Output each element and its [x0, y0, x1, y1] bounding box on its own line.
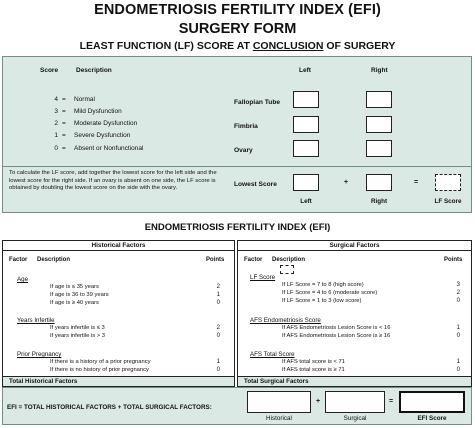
lf-score-reference-box [280, 265, 294, 274]
lowest-score-label: Lowest Score [234, 181, 277, 188]
points-value: 0 [456, 333, 460, 339]
fimbria-left-input[interactable] [293, 116, 319, 133]
surgical-total-input[interactable] [325, 391, 385, 413]
lf-heading-conclusion: CONCLUSION [252, 40, 324, 52]
score-column-header: Score [40, 67, 59, 74]
right-footer: Right [370, 198, 388, 205]
description-column-header: Description [37, 257, 71, 263]
fallopian-tube-label: Fallopian Tube [234, 99, 281, 106]
right-column-header: Right [371, 67, 388, 74]
years-infertile-section-title: Years Infertile [17, 317, 55, 324]
lowest-score-left-input[interactable] [293, 174, 319, 191]
ovary-right-input[interactable] [366, 140, 392, 157]
list-item: If LF Score = 4 to 6 (moderate score) [282, 290, 378, 296]
prior-pregnancy-section-title: Prior Pregnancy [17, 351, 62, 358]
equals-sign: = [389, 398, 394, 405]
lf-heading-post: OF SURGERY [323, 40, 396, 52]
form-subtitle: SURGERY FORM [178, 21, 297, 37]
plus-sign: + [344, 179, 349, 186]
scale-equals: = [62, 132, 66, 139]
fimbria-right-input[interactable] [366, 116, 392, 133]
list-item: If age is ≥ 40 years [50, 300, 99, 306]
total-historical-factors: Total Historical Factors [3, 376, 234, 386]
scale-equals: = [62, 108, 66, 115]
lf-score-footer: LF Score [434, 198, 462, 205]
lf-instructions: To calculate the LF score, add together the lowest score for the left side and the lowest score for the right side. If an ovary is absent on one side, the LF score is obtained by doubling the lowest score on the side with the ovary. [9, 170, 217, 192]
plus-sign: + [316, 398, 321, 405]
points-value: 0 [456, 367, 460, 373]
ovary-label: Ovary [234, 147, 253, 154]
list-item: If LF Score = 1 to 3 (low score) [282, 298, 362, 304]
surgical-footer: Surgical [343, 415, 367, 422]
list-item: If age is 36 to 39 years [50, 292, 109, 298]
lf-score-section-title: LF Score [250, 274, 276, 281]
efi-score-footer: EFI Score [417, 415, 447, 422]
scale-description: Absent or Nonfunctional [74, 145, 144, 152]
fallopian-tube-right-input[interactable] [366, 91, 392, 108]
points-column-header: Points [206, 257, 225, 263]
scale-score: 1 [54, 132, 58, 139]
scale-description: Normal [74, 96, 95, 103]
points-value: 1 [216, 359, 220, 365]
left-column-header: Left [299, 67, 311, 74]
afs-total-section-title: AFS Total Score [250, 351, 295, 358]
points-value: 2 [216, 284, 220, 290]
efi-equation-text: EFI = TOTAL HISTORICAL FACTORS + TOTAL SURGICAL FACTORS: [7, 404, 212, 411]
fallopian-tube-left-input[interactable] [293, 91, 319, 108]
list-item: If AFS total score is ≥ 71 [282, 367, 345, 373]
points-value: 0 [216, 300, 220, 306]
list-item: If there is no history of prior pregnancy [50, 367, 149, 373]
lowest-score-right-input[interactable] [366, 174, 392, 191]
list-item: If years infertile is ≤ 3 [50, 325, 105, 331]
fimbria-label: Fimbria [234, 123, 258, 130]
left-footer: Left [300, 198, 312, 205]
points-value: 0 [216, 333, 220, 339]
points-column-header: Points [444, 257, 463, 263]
points-value: 1 [456, 359, 460, 365]
efi-heading: ENDOMETRIOSIS FERTILITY INDEX (EFI) [144, 222, 331, 233]
form-title: ENDOMETRIOSIS FERTILITY INDEX (EFI) [94, 2, 381, 18]
description-column-header: Description [76, 67, 112, 74]
list-item: If AFS Endometriosis Lesion Score is ≥ 16 [282, 333, 391, 339]
scale-score: 2 [54, 120, 58, 127]
list-item: If LF Score = 7 to 8 (high score) [282, 282, 364, 288]
lf-heading [0, 40, 475, 52]
surgical-table-header: Surgical Factors [238, 241, 471, 251]
lf-heading-pre: LEAST FUNCTION (LF) SCORE AT [79, 40, 253, 52]
lf-score-panel [2, 56, 472, 213]
points-value: 0 [216, 367, 220, 373]
historical-footer: Historical [266, 415, 292, 422]
list-item: If AFS Endometriosis Lesion Score is < 16 [282, 325, 391, 331]
surgical-factors-table [237, 240, 472, 387]
list-item: If age is ≤ 35 years [50, 284, 99, 290]
historical-factors-table [2, 240, 235, 387]
list-item: If AFS total score is < 71 [282, 359, 345, 365]
scale-description: Moderate Dysfunction [74, 120, 138, 127]
points-value: 3 [456, 282, 460, 288]
age-section-title: Age [17, 276, 29, 283]
scale-equals: = [62, 120, 66, 127]
scale-score: 0 [54, 145, 58, 152]
total-surgical-factors: Total Surgical Factors [238, 376, 471, 386]
historical-total-input[interactable] [247, 391, 311, 413]
scale-score: 4 [54, 96, 58, 103]
list-item: If years infertile is > 3 [50, 333, 105, 339]
points-value: 0 [456, 298, 460, 304]
factor-column-header: Factor [9, 257, 28, 263]
scale-equals: = [62, 145, 66, 152]
factor-column-header: Factor [244, 257, 263, 263]
historical-table-header: Historical Factors [3, 241, 234, 251]
description-column-header: Description [272, 257, 306, 263]
points-value: 1 [456, 325, 460, 331]
scale-description: Mild Dysfunction [74, 108, 122, 115]
efi-score-input[interactable] [399, 391, 465, 413]
efi-equation-panel [2, 387, 472, 425]
points-value: 2 [456, 290, 460, 296]
scale-description: Severe Dysfunction [74, 132, 131, 139]
scale-score: 3 [54, 108, 58, 115]
lf-score-input[interactable] [435, 174, 461, 191]
list-item: If there is a history of a prior pregnancy [50, 359, 151, 365]
afs-endometriosis-section-title: AFS Endometriosis Score [250, 317, 321, 324]
equals-sign: = [414, 179, 419, 186]
ovary-left-input[interactable] [293, 140, 319, 157]
points-value: 2 [216, 325, 220, 331]
scale-equals: = [62, 96, 66, 103]
panel-divider [3, 166, 471, 167]
points-value: 1 [216, 292, 220, 298]
